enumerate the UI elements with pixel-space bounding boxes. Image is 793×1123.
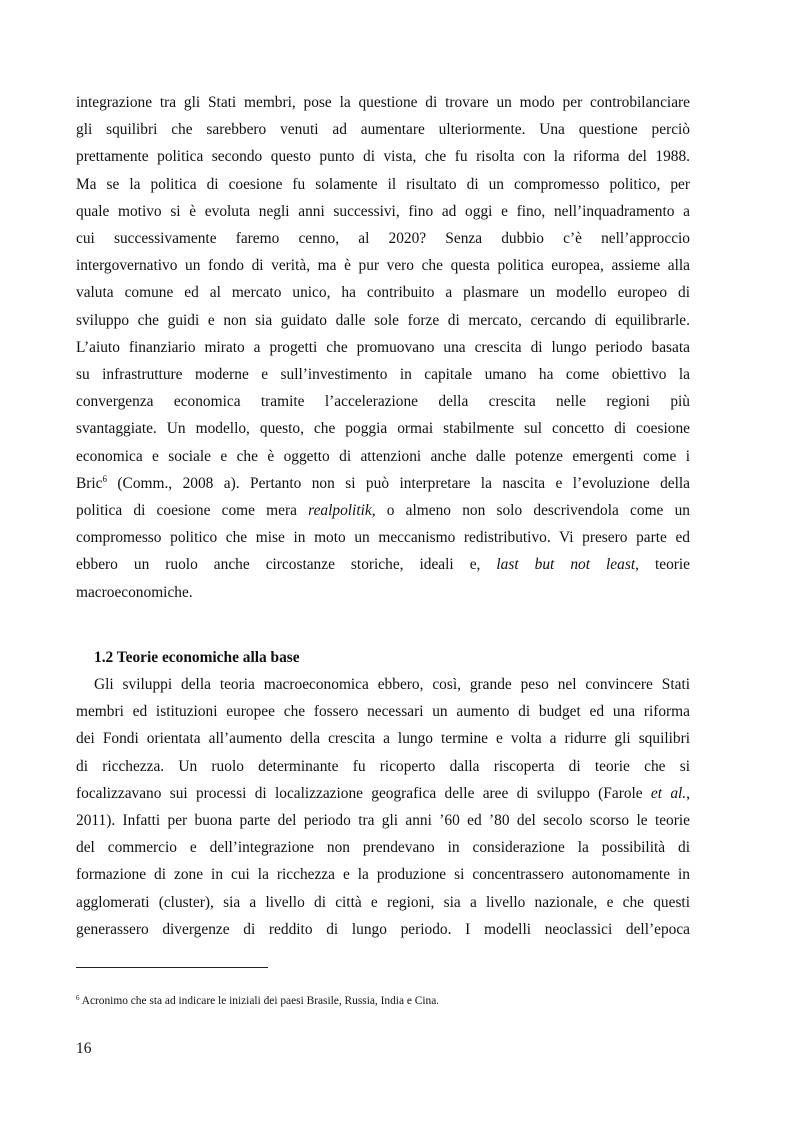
text-line: dei Fondi orientata all’aumento della crescita a lungo termine e volta a ridurre gli squilibri <box>76 730 690 748</box>
text-line: generassero divergenze di reddito di lungo periodo. I modelli neoclassici dell’epoca <box>76 920 690 938</box>
text-line: prettamente politica secondo questo punto di vista, che fu risolta con la riforma del 1988. <box>76 148 690 166</box>
text-line: macroeconomiche. <box>76 583 193 601</box>
text-line: quale motivo si è evoluta negli anni successivi, fino ad oggi e fino, nell’inquadramento a <box>76 202 690 220</box>
text-span: , <box>686 784 690 802</box>
text-line: gli squilibri che sarebbero venuti ad aumentare ulteriormente. Una questione perciò <box>76 121 690 139</box>
text-line: intergovernativo un fondo di verità, ma è pur vero che questa politica europea, assieme alla <box>76 257 690 275</box>
text-line: L’aiuto finanziario mirato a progetti che promuovano una crescita di lungo periodo basata <box>76 338 690 356</box>
text-line: di ricchezza. Un ruolo determinante fu ricoperto dalla riscoperta di teorie che si <box>76 757 690 775</box>
text-line: valuta comune ed al mercato unico, ha contribuito a plasmare un modello europeo di <box>76 284 690 302</box>
text-line <box>76 555 690 575</box>
text-line: economica e sociale e che è oggetto di attenzioni anche dalle potenze emergenti come i <box>76 447 690 465</box>
footnote-text: Acronimo che sta ad indicare le iniziali dei paesi Brasile, Russia, India e Cina. <box>79 995 440 1007</box>
text-line: membri ed istituzioni europee che fossero necessari un aumento di budget ed una riforma <box>76 703 690 721</box>
text-line: cui successivamente faremo cenno, al 2020? Senza dubbio c’è nell’approccio <box>76 230 690 247</box>
text-line <box>76 784 690 804</box>
text-line: del commercio e dell’integrazione non prendevano in considerazione la possibilità di <box>76 839 690 857</box>
italic-term: realpolitik <box>308 502 372 519</box>
footnote-reference[interactable]: 6 <box>102 473 107 484</box>
text-line: Gli sviluppi della teoria macroeconomica ebbero, così, grande peso nel convincere Stati <box>94 676 690 693</box>
text-line: 2011). Infatti per buona parte del periodo tra gli anni ’60 ed ’80 del secolo scorso le teorie <box>76 812 690 829</box>
text-line: convergenza economica tramite l’accelerazione della crescita nelle regioni più <box>76 393 690 411</box>
footnote-separator <box>76 967 268 968</box>
text-span: ebbero un ruolo anche circostanze storiche, ideali e, <box>76 556 497 574</box>
text-line: sviluppo che guidi e non sia guidato dalle sole forze di mercato, cercando di equilibrarle. <box>76 311 690 329</box>
text-line: Ma se la politica di coesione fu solamente il risultato di un compromesso politico, per <box>76 175 690 193</box>
text-span: politica di coesione come mera <box>76 502 309 519</box>
text-line: su infrastrutture moderne e sull’investimento in capitale umano ha come obiettivo la <box>76 366 690 383</box>
footnote-number: 6 <box>76 994 80 1002</box>
text-line: formazione di zone in cui la ricchezza e la produzione si concentrassero autonomamente in <box>76 866 690 884</box>
text-line: svantaggiate. Un modello, questo, che poggia ormai stabilmente sul concetto di coesione <box>76 420 690 438</box>
italic-term: last but not least <box>496 556 636 574</box>
text-line <box>76 474 690 494</box>
italic-term: et al. <box>650 784 687 802</box>
section-heading: 1.2 Teorie economiche alla base <box>94 649 300 666</box>
text-span: (Comm., 2008 a). Pertanto non si può interpretare la nascita e l’evoluzione della <box>107 474 690 492</box>
text-span: , o almeno non solo descrivendola come un <box>371 502 690 519</box>
text-line: integrazione tra gli Stati membri, pose la questione di trovare un modo per controbilanciare <box>76 94 690 111</box>
text-span: , teorie <box>635 556 690 574</box>
text-line: compromesso politico che mise in moto un meccanismo redistributivo. Vi presero parte ed <box>76 529 690 547</box>
page-number: 16 <box>76 1040 92 1057</box>
text-line <box>76 501 690 521</box>
footnote <box>76 993 439 1009</box>
text-span: focalizzavano sui processi di localizzazione geografica delle aree di sviluppo (Farole <box>76 784 651 802</box>
text-line: agglomerati (cluster), sia a livello di città e regioni, sia a livello nazionale, e che questi <box>76 893 690 911</box>
bric-word: Bric <box>76 474 103 492</box>
